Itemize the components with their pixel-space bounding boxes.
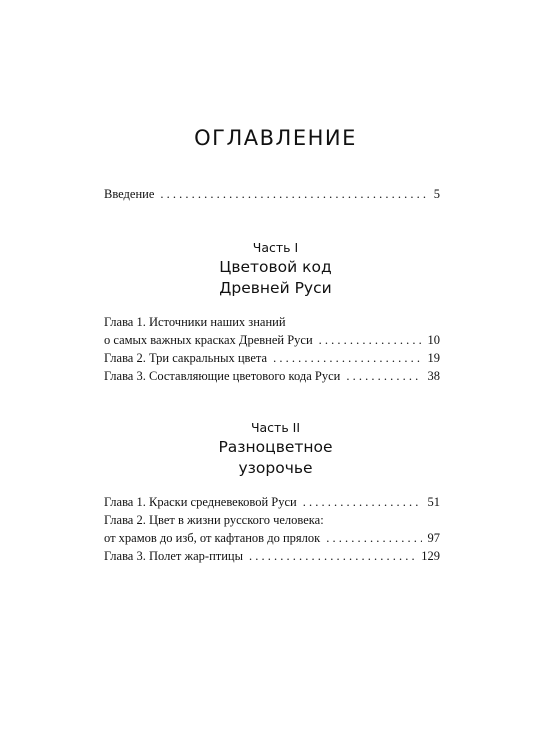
dot-leader — [319, 331, 422, 349]
toc-entry-intro[interactable] — [104, 185, 440, 203]
part-1-chapter-2[interactable] — [104, 349, 440, 367]
entry-page-number: 129 — [421, 549, 440, 563]
entry-page-number: 5 — [433, 187, 440, 201]
entry-page-number: 51 — [427, 495, 440, 509]
entry-label: Глава 1. Краски средневековой Руси — [104, 495, 297, 509]
part-2-chapter-2-line1: Глава 2. Цвет в жизни русского человека: — [104, 513, 324, 527]
entry-label: о самых важных красках Древней Руси — [104, 333, 313, 347]
part-1-title-line2: Древней Руси — [219, 279, 332, 297]
dot-leader — [160, 185, 427, 203]
dot-leader — [346, 367, 421, 385]
entry-label: Глава 3. Полет жар-птицы — [104, 549, 243, 563]
dot-leader — [303, 493, 422, 511]
part-1-title-line1: Цветовой код — [219, 258, 332, 276]
part-2-label: Часть II — [250, 420, 301, 435]
entry-page-number: 97 — [427, 531, 440, 545]
entry-label: Введение — [104, 187, 155, 201]
entry-page-number: 19 — [427, 351, 440, 365]
part-1-chapter-1[interactable] — [104, 331, 440, 349]
toc-heading: ОГЛАВЛЕНИЕ — [194, 126, 357, 150]
part-1-chapter-1-line1: Глава 1. Источники наших знаний — [104, 315, 286, 329]
part-2-title-line1: Разноцветное — [218, 438, 333, 456]
part-2-chapter-2[interactable] — [104, 529, 440, 547]
entry-page-number: 10 — [427, 333, 440, 347]
entry-page-number: 38 — [427, 369, 440, 383]
part-2-chapter-1[interactable] — [104, 493, 440, 511]
dot-leader — [326, 529, 421, 547]
part-2-title-line2: узорочье — [238, 459, 313, 477]
entry-label: от храмов до изб, от кафтанов до прялок — [104, 531, 321, 545]
dot-leader — [249, 547, 415, 565]
part-1-label: Часть I — [252, 240, 299, 255]
part-1-chapter-3[interactable] — [104, 367, 440, 385]
entry-label: Глава 2. Три сакральных цвета — [104, 351, 268, 365]
entry-label: Глава 3. Составляющие цветового кода Руси — [104, 369, 341, 383]
dot-leader — [273, 349, 421, 367]
part-2-chapter-3[interactable] — [104, 547, 440, 565]
